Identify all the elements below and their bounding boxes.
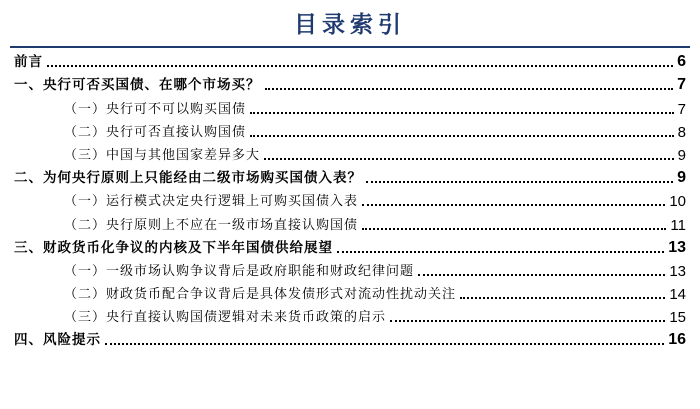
toc-entry-text: 一、央行可否买国债、在哪个市场买？ [14, 77, 261, 94]
toc-entry-text: 前言 [14, 54, 43, 71]
toc-subentry[interactable] [14, 258, 686, 281]
toc-entry-page: 7 [677, 100, 686, 118]
toc-subentry[interactable] [14, 188, 686, 211]
toc-entry-text: （二）央行原则上不应在一级市场直接认购国债 [64, 217, 359, 233]
toc-entry-text: （三）央行直接认购国债逻辑对未来货币政策的启示 [64, 310, 387, 326]
toc-entry-text: 二、为何央行原则上只能经由二级市场购买国债入表？ [14, 170, 362, 187]
toc-entry-page: 7 [677, 76, 686, 94]
dot-leader [418, 274, 665, 276]
dot-leader [47, 65, 673, 67]
dot-leader [105, 343, 664, 345]
toc-entry-text: （一）一级市场认购争议背后是政府职能和财政纪律问题 [64, 263, 415, 279]
toc-entry-page: 10 [669, 193, 686, 211]
toc-subentry[interactable] [14, 211, 686, 234]
toc-entry[interactable] [14, 165, 686, 188]
toc-subentry[interactable] [14, 281, 686, 304]
toc-entry-page: 16 [668, 331, 686, 349]
dot-leader [250, 135, 674, 137]
toc-entry-page: 9 [677, 169, 686, 187]
toc-subentry[interactable] [14, 304, 686, 327]
dot-leader [366, 181, 673, 183]
toc-subentry[interactable] [14, 119, 686, 142]
toc-entry-page: 9 [677, 146, 686, 164]
dot-leader [460, 297, 665, 299]
toc-entry-text: （一）央行可不可以购买国债 [64, 101, 247, 117]
dot-leader [250, 112, 674, 114]
dot-leader [390, 320, 665, 322]
toc-entry[interactable] [14, 327, 686, 350]
dot-leader [264, 158, 674, 160]
toc-entry-text: （二）财政货币配合争议背后是具体发债形式对流动性扰动关注 [64, 287, 457, 303]
toc-subentry[interactable] [14, 95, 686, 118]
toc-entry-page: 11 [670, 216, 686, 234]
toc-entry-page: 8 [677, 123, 686, 141]
toc-title: 目录索引 [294, 11, 406, 38]
toc-entry-text: 四、风险提示 [14, 332, 101, 349]
toc-entry-page: 13 [668, 238, 686, 256]
dot-leader [362, 228, 666, 230]
toc-entry[interactable] [14, 235, 686, 258]
toc-subentry[interactable] [14, 142, 686, 165]
toc-entry[interactable] [14, 49, 686, 72]
toc-entry[interactable] [14, 72, 686, 95]
toc-entry-text: 三、财政货币化争议的内核及下半年国债供给展望 [14, 239, 333, 256]
toc-entry-text: （三）中国与其他国家差异多大 [64, 147, 261, 163]
dot-leader [265, 88, 674, 90]
toc-entry-page: 15 [669, 309, 686, 327]
toc-list [14, 49, 686, 350]
toc-entry-page: 14 [669, 286, 686, 304]
toc-entry-text: （一）运行模式决定央行逻辑上可购买国债入表 [64, 194, 359, 210]
toc-entry-page: 6 [677, 53, 686, 71]
dot-leader [362, 204, 665, 206]
dot-leader [337, 251, 664, 253]
toc-entry-page: 13 [669, 262, 686, 280]
toc-entry-text: （二）央行可否直接认购国债 [64, 124, 247, 140]
title-divider [10, 46, 690, 48]
